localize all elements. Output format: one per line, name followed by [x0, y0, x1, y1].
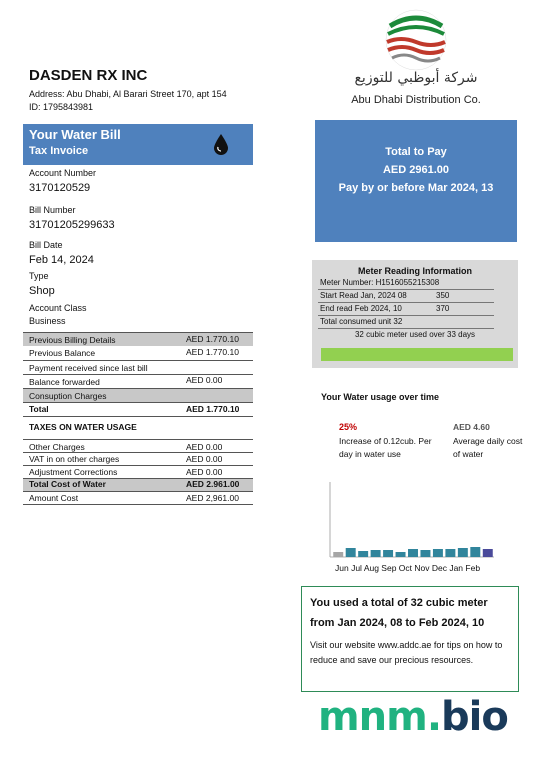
chart-bar: [470, 547, 480, 557]
water-bill-header: [23, 124, 253, 165]
total-to-pay-label: Total to Pay: [385, 146, 447, 158]
usage-over-time-title: Your Water usage over time: [321, 392, 440, 402]
logo-english-text: Abu Dhabi Distribution Co.: [351, 94, 481, 106]
usage-increase-text: Increase of 0.12cub. Per day in water use: [339, 436, 432, 459]
account-number-value: 3170120529: [29, 182, 91, 194]
bill-date-value: Feb 14, 2024: [29, 254, 94, 266]
end-read-row: End read Feb 2024, 10 370: [318, 303, 494, 316]
mnm-bio-watermark: mnm.bio: [318, 694, 508, 740]
bill-number-label: Bill Number: [29, 205, 76, 215]
chart-bar: [445, 549, 455, 557]
bill-subtitle: Tax Invoice: [29, 145, 89, 157]
consumption-row: Consuption Charges: [23, 388, 253, 402]
type-label: Type: [29, 271, 49, 281]
meter-reading-panel: [312, 260, 518, 368]
chart-bar: [458, 548, 468, 557]
chart-bar: [433, 549, 443, 557]
chart-bar: [383, 550, 393, 557]
usage-progress-bar: [321, 348, 513, 361]
total-to-pay-box: [315, 120, 517, 242]
chart-bar: [420, 550, 430, 557]
bill-date-label: Bill Date: [29, 240, 63, 250]
bill-number-value: 31701205299633: [29, 219, 115, 231]
chart-month-labels: Jun Jul Aug Sep Oct Nov Dec Jan Feb: [335, 563, 481, 573]
amount-cost-row: Amount Cost AED 2,961.00: [23, 491, 253, 505]
company-id: ID: 1795843981: [29, 102, 94, 112]
pay-due-date: Pay by or before Mar 2024, 13: [338, 182, 494, 194]
balance-forwarded-row: Balance forwarded AED 0.00: [23, 374, 253, 388]
vat-row: VAT in on other charges AED 0.00: [23, 452, 253, 465]
avg-daily-cost-text: Average daily cost of water: [453, 436, 523, 459]
avg-daily-cost-value: AED 4.60: [453, 422, 490, 432]
addc-logo-icon: [376, 8, 456, 72]
previous-billing-row: Previous Billing Details AED 1.770.10: [23, 332, 253, 346]
water-drop-icon: [213, 133, 229, 155]
usage-increase-percent: 25%: [339, 422, 358, 432]
taxes-heading: TAXES ON WATER USAGE: [29, 422, 137, 432]
usage-summary-headline: You used a total of 32 cubic meter from Jan 2024, 08 to Feb 2024, 10: [310, 597, 488, 629]
total-row: Total AED 1.770.10: [23, 402, 253, 417]
account-class-label: Account Class: [29, 303, 87, 313]
chart-bar: [333, 552, 343, 557]
chart-bar: [396, 552, 406, 557]
chart-bar: [371, 550, 381, 557]
meter-reading-title: Meter Reading Information: [357, 266, 472, 276]
type-value: Shop: [29, 285, 55, 297]
payment-received-row: Payment received since last bill: [23, 360, 253, 374]
usage-summary-tip: Visit our website www.addc.ae for tips on how to reduce and save our precious resources.: [310, 640, 503, 665]
total-to-pay-amount: AED 2961.00: [382, 164, 450, 176]
company-name: DASDEN RX INC: [29, 67, 148, 84]
usage-bar-chart: [328, 482, 498, 560]
consumed-row: Total consumed unit 32: [318, 316, 494, 329]
meter-number-row: Meter Number: H1516055215308: [318, 277, 494, 290]
usage-summary-box: [301, 586, 519, 692]
bill-title: Your Water Bill: [29, 127, 121, 142]
logo-arabic-text: شركة أبوظبي للتوزيع: [354, 70, 478, 86]
account-number-label: Account Number: [29, 168, 97, 178]
chart-bar: [346, 548, 356, 557]
adjustment-row: Adjustment Corrections AED 0.00: [23, 465, 253, 478]
meter-usage-text: 32 cubic meter used over 33 days: [354, 330, 476, 339]
previous-balance-row: Previous Balance AED 1.770.10: [29, 347, 239, 358]
company-address: Address: Abu Dhabi, Al Barari Street 170, apt 154: [29, 89, 227, 99]
total-cost-row: Total Cost of Water AED 2.961.00: [23, 478, 253, 491]
start-read-row: Start Read Jan, 2024 08 350: [318, 290, 494, 303]
account-class-value: Business: [29, 316, 66, 326]
chart-bar: [408, 549, 418, 557]
chart-bar: [358, 551, 368, 557]
chart-bar: [483, 549, 493, 557]
other-charges-row: Other Charges AED 0.00: [23, 439, 253, 452]
